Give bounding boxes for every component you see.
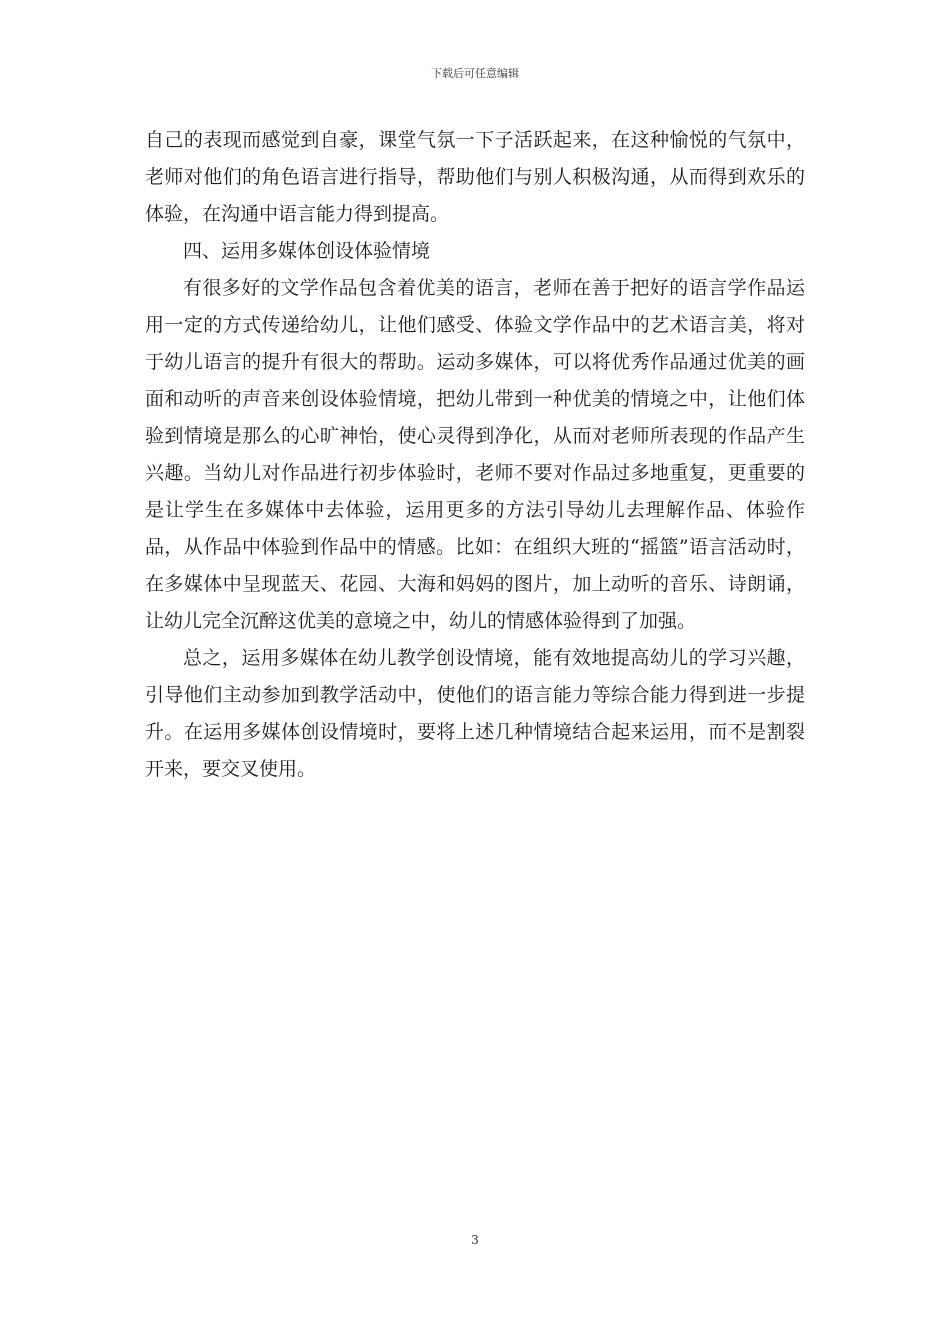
paragraph-conclusion: 总之，运用多媒体在幼儿教学创设情境，能有效地提高幼儿的学习兴趣，引导他们主动参加到教学活动中，使他们的语言能力等综合能力得到进一步提升。在运用多媒体创设情境时，要将上述几种情境结合起来运用，而不是割裂开来，要交叉使用。	[145, 647, 805, 780]
paragraph-multimedia: 有很多好的文学作品包含着优美的语言，老师在善于把好的语言学作品运用一定的方式传递给幼儿，让他们感受、体验文学作品中的艺术语言美，将对于幼儿语言的提升有很大的帮助。运动多媒体，可以将优秀作品通过优美的画面和动听的声音来创设体验情境，把幼儿带到一种优美的情境之中，让他们体验到情境是那么的心旷神怡，使心灵得到净化，从而对老师所表现的作品产生兴趣。当幼儿对作品进行初步体验时，老师不要对作品过多地重复，更重要的是让学生在多媒体中去体验，运用更多的方法引导幼儿去理解作品、体验作品，从作品中体验到作品中的情感。比如：在组织大班的“摇篮”语言活动时，在多媒体中呈现蓝天、花园、大海和妈妈的图片，加上动听的音乐、诗朗诵，让幼儿完全沉醉这优美的意境之中，幼儿的情感体验得到了加强。	[145, 277, 805, 632]
section-heading: 四、运用多媒体创设体验情境	[183, 240, 431, 262]
page-number: 3	[471, 1233, 479, 1247]
document-body	[145, 122, 805, 788]
paragraph-continuation: 自己的表现而感觉到自豪，课堂气氛一下子活跃起来，在这种愉悦的气氛中，老师对他们的角色语言进行指导，帮助他们与别人积极沟通，从而得到欢乐的体验，在沟通中语言能力得到提高。	[145, 129, 805, 225]
page-header: 下载后可任意编辑	[431, 67, 519, 80]
